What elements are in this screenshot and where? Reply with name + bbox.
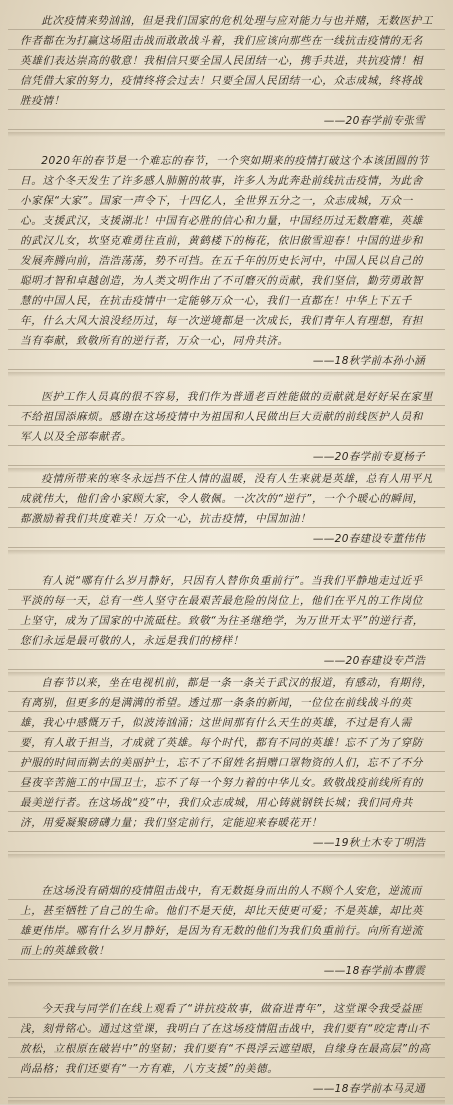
message-text: 医护工作人员真的很不容易，我们作为普通老百姓能做的贡献就是好好呆在家里不给祖国添麻烦。感谢在这场疫情中为祖国和人民做出巨大贡献的前线医护人员和军人以及全部奉献者。 — [20, 391, 433, 443]
message-card-2 — [8, 146, 445, 371]
message-card-1 — [8, 6, 445, 131]
message-text: 2020年的春节是一个难忘的春节，一个突如期来的疫情打破这个本该团圆的节日。这个冬天发生了许多感人肺腑的故事，许多人为此奔赴前线抗击疫情，为此舍小家保“大家”。国家一声令下，十四亿人，全世界五分之一，众志成城，万众一心。支援武汉，支援湖北！中国有必胜的信心和力量，中国经历过无数磨难，英雄的武汉儿女，坎坚克难勇往直前，黄鹤楼下的梅花，依旧傲雪迎春！中国的进步和发展奔腾向前，浩浩荡荡，势不可挡。在五千年的历史长河中，中国人民以自己的聪明才智和卓越创造，为人类文明作出了不可磨灭的贡献，我们坚信，勤劳勇敢智慧的中国人民，在抗击疫情中一定能够万众一心，我们一直都在！中华上下五千年，什么大风大浪没经历过，每一次逆境都是一次成长，我们青年人有理想，有担当有奉献，致敬所有的逆行者，万众一心，同舟共济。 — [20, 155, 429, 347]
message-signature: ——20春建设专董伟伟 — [312, 533, 425, 545]
message-card-6 — [8, 668, 445, 853]
message-text: 在这场没有硝烟的疫情阻击战中，有无数挺身而出的人不顾个人安危，逆流而上，甚至牺牲了自己的生命。他们不是天使，却比天使更可爱；不是英雄，却比英雄更伟岸。哪有什么岁月静好，是因为有无数的他们为我们负重前行。向所有逆流而上的英雄致敬！ — [20, 885, 423, 957]
message-signature: ——20春学前专张雪 — [323, 115, 425, 127]
message-signature: ——18秋学前本孙小涵 — [312, 355, 425, 367]
message-text: 此次疫情来势汹汹，但是我们国家的危机处理与应对能力与也并赌，无数医护工作者都在为打赢这场阻击战而敢敢战斗着，我们应该向那些在一线抗击疫情的无名英雄们表达崇高的敬意！我相信只要全国人民团结一心，携手共进，共抗疫情！相信凭借大家的努力，疫情终将会过去！只要全国人民团结一心，众志成城，终将战胜疫情！ — [20, 15, 433, 107]
message-text: 疫情所带来的寒冬永远挡不住人情的温暖，没有人生来就是英雄，总有人用平凡成就伟大，他们舍小家顾大家，令人敬佩。一次次的“逆行”，一个个暖心的瞬间，都激励着我们共度难关！万众一心，抗击疫情，中国加油！ — [20, 473, 433, 525]
message-signature: ——18春学前本马灵通 — [312, 1083, 425, 1095]
message-card-7 — [8, 876, 445, 981]
message-card-4 — [8, 464, 445, 549]
message-card-5 — [8, 566, 445, 671]
message-signature: ——20春建设专芦浩 — [323, 655, 425, 667]
message-card-8 — [8, 994, 445, 1099]
message-text: 今天我与同学们在线上观看了“讲抗疫故事，做奋进青年”，这堂课令我受益匪浅，刻骨铭心。通过这堂课，我明白了在这场疫情阻击战中，我们要有“咬定青山不放松，立根原在破岩中”的坚韧；我们要有“不畏浮云遮望眼，自缘身在最高层”的高尚品格；我们还要有“一方有难，八方支援”的美德。 — [20, 1003, 431, 1075]
message-card-3 — [8, 382, 445, 467]
message-text: 有人说“哪有什么岁月静好，只因有人替你负重前行”。当我们平静地走过近乎平淡的每一天，总有一些人坚守在最艰苦最危险的岗位上，他们在平凡的工作岗位上坚守，成为了国家的中流砥柱。致敬“为往圣继绝学，为万世开太平”的逆行者，您们永远是最可敬的人，永远是我们的榜样！ — [20, 575, 424, 647]
message-text: 自春节以来，坐在电视机前，都是一条一条关于武汉的报道，有感动，有期待，有离别，但更多的是满满的希望。透过那一条条的新闻，一位位在前线战斗的英雄，我心中感慨万千，似波涛汹涌；这世间那有什么天生的英雄，不过是有人需要，有人敢于担当，才成就了英雄。每个时代，都有不同的英雄！忘不了为了穿防护服的时间而剃去的美丽护士，忘不了不留姓名捐赠口罩物资的人们，忘不了不分昼夜辛苦施工的中国卫士，忘不了每一个努力着的中华儿女。致敬战疫前线所有的最美逆行者。在这场战“疫”中，我们众志成城，用心铸就钢铁长城；我们同舟共济，用爱凝聚磅礴力量；我们坚定前行，定能迎来春暖花开！ — [20, 677, 433, 829]
message-signature: ——20春学前专夏杨子 — [312, 451, 425, 463]
message-signature: ——18春学前本曹震 — [323, 965, 425, 977]
message-signature: ——19秋土木专丁明浩 — [312, 837, 425, 849]
